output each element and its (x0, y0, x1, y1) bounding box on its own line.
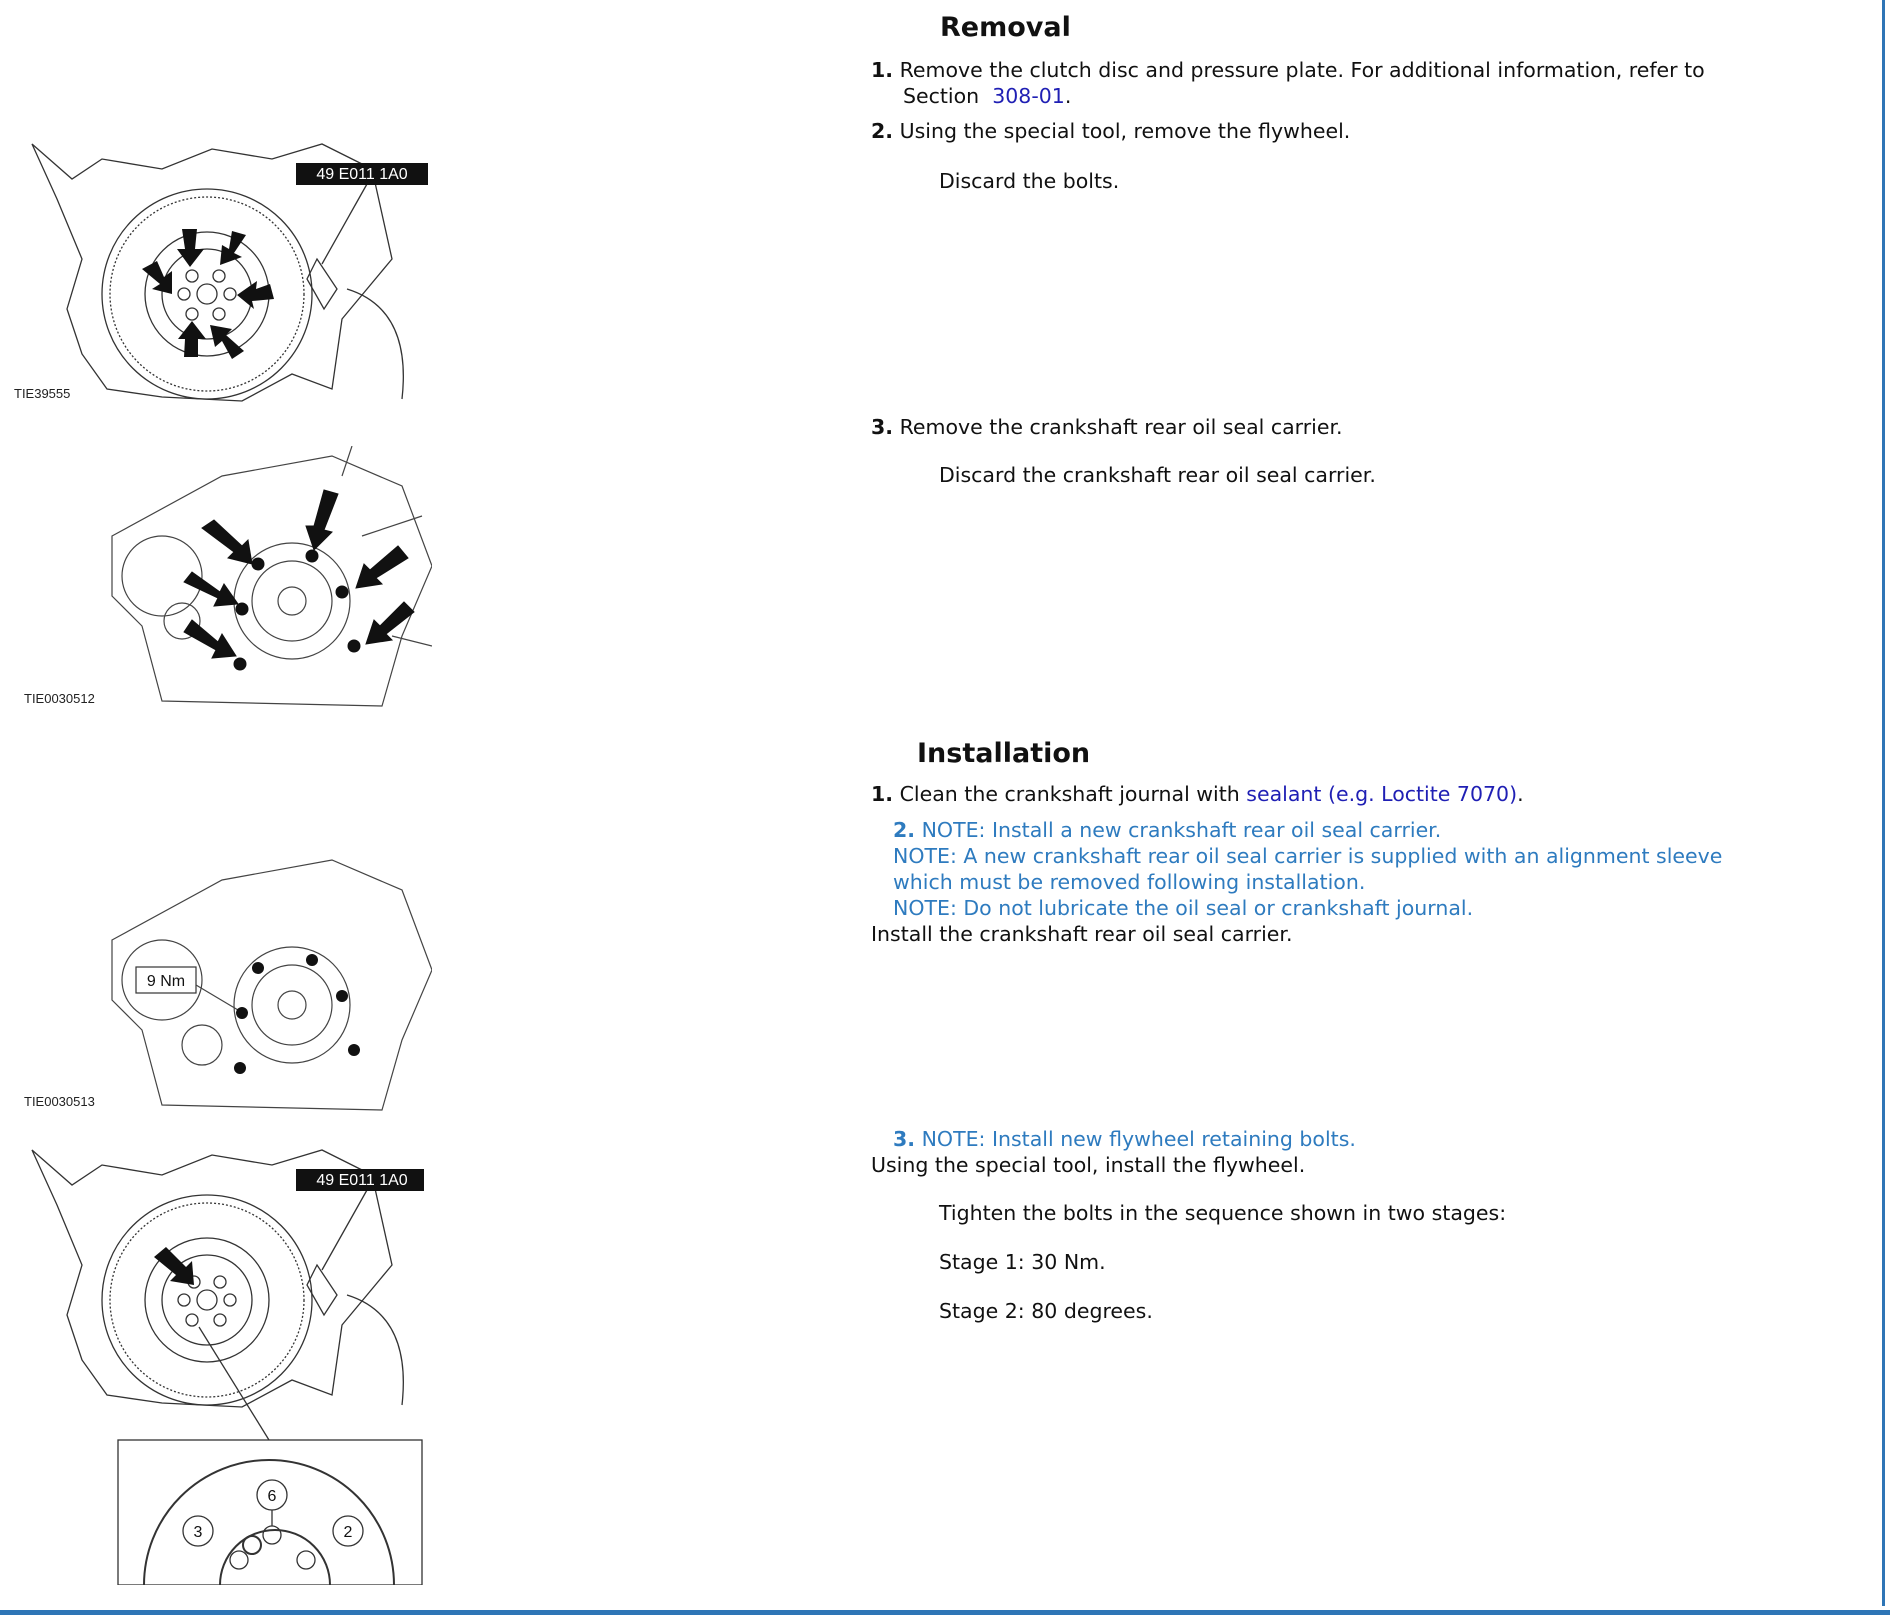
installation-heading: Installation (917, 738, 1091, 769)
torque-label: 9 Nm (146, 973, 186, 990)
step-number: 2. (893, 818, 916, 842)
step-number: 3. (893, 1127, 916, 1151)
step-text: Section (903, 84, 986, 108)
installation-step-2-note-2-cont: which must be removed following installation. (893, 870, 1366, 894)
installation-step-3-note (893, 1126, 1356, 1152)
sequence-number: 2 (343, 1524, 353, 1541)
removal-step-3 (871, 414, 1343, 440)
step-text: Clean the crankshaft journal with (899, 782, 1247, 806)
removal-step-3-sub: Discard the crankshaft rear oil seal carrier. (939, 463, 1376, 487)
section-link[interactable]: 308-01 (992, 84, 1065, 108)
removal-step-2 (871, 118, 1350, 144)
tool-label: 49 E011 1A0 (316, 166, 408, 183)
right-border (1882, 0, 1885, 1606)
installation-step-3-text: Using the special tool, install the flywheel. (871, 1153, 1306, 1177)
installation-step-1 (871, 781, 1524, 807)
figure-caption: TIE0030513 (24, 1094, 95, 1109)
installation-step-2-note-1 (893, 817, 1441, 843)
step-text: Remove the clutch disc and pressure plate. For additional information, refer to (899, 58, 1705, 82)
step-number: 1. (871, 782, 894, 806)
step-text: Remove the crankshaft rear oil seal carrier. (899, 415, 1343, 439)
figure-caption: TIE39555 (14, 386, 71, 401)
tool-label: 49 E011 1A0 (316, 1172, 408, 1189)
step-number: 3. (871, 415, 894, 439)
installation-step-3-sub-1: Tighten the bolts in the sequence shown in two stages: (939, 1201, 1507, 1225)
seal-carrier-removal-illustration (102, 446, 432, 708)
note-text: NOTE: Install a new crankshaft rear oil seal carrier. (921, 818, 1442, 842)
seal-carrier-installation-illustration (102, 850, 432, 1112)
installation-step-3-sub-3: Stage 2: 80 degrees. (939, 1299, 1153, 1323)
flywheel-installation-illustration (24, 1145, 424, 1585)
removal-step-2-sub: Discard the bolts. (939, 169, 1120, 193)
installation-step-2-text: Install the crankshaft rear oil seal carrier. (871, 922, 1293, 946)
installation-step-2-note-3: NOTE: Do not lubricate the oil seal or crankshaft journal. (893, 896, 1474, 920)
punct: . (1064, 84, 1072, 108)
removal-step-1 (871, 57, 1705, 83)
note-text: NOTE: Install new flywheel retaining bolts. (921, 1127, 1356, 1151)
removal-step-1-cont (903, 83, 1071, 109)
removal-heading: Removal (940, 12, 1071, 43)
figure-caption: TIE0030512 (24, 691, 95, 706)
step-text: Using the special tool, remove the flywheel. (899, 119, 1351, 143)
bottom-border (0, 1610, 1890, 1615)
sequence-number: 6 (267, 1488, 277, 1505)
flywheel-removal-illustration (12, 139, 432, 404)
sequence-number: 3 (193, 1524, 203, 1541)
installation-step-2-note-2: NOTE: A new crankshaft rear oil seal carrier is supplied with an alignment sleeve (893, 844, 1723, 868)
step-number: 2. (871, 119, 894, 143)
step-number: 1. (871, 58, 894, 82)
installation-step-3-sub-2: Stage 1: 30 Nm. (939, 1250, 1106, 1274)
punct: . (1517, 782, 1524, 806)
sealant-link[interactable]: sealant (e.g. Loctite 7070) (1246, 782, 1518, 806)
